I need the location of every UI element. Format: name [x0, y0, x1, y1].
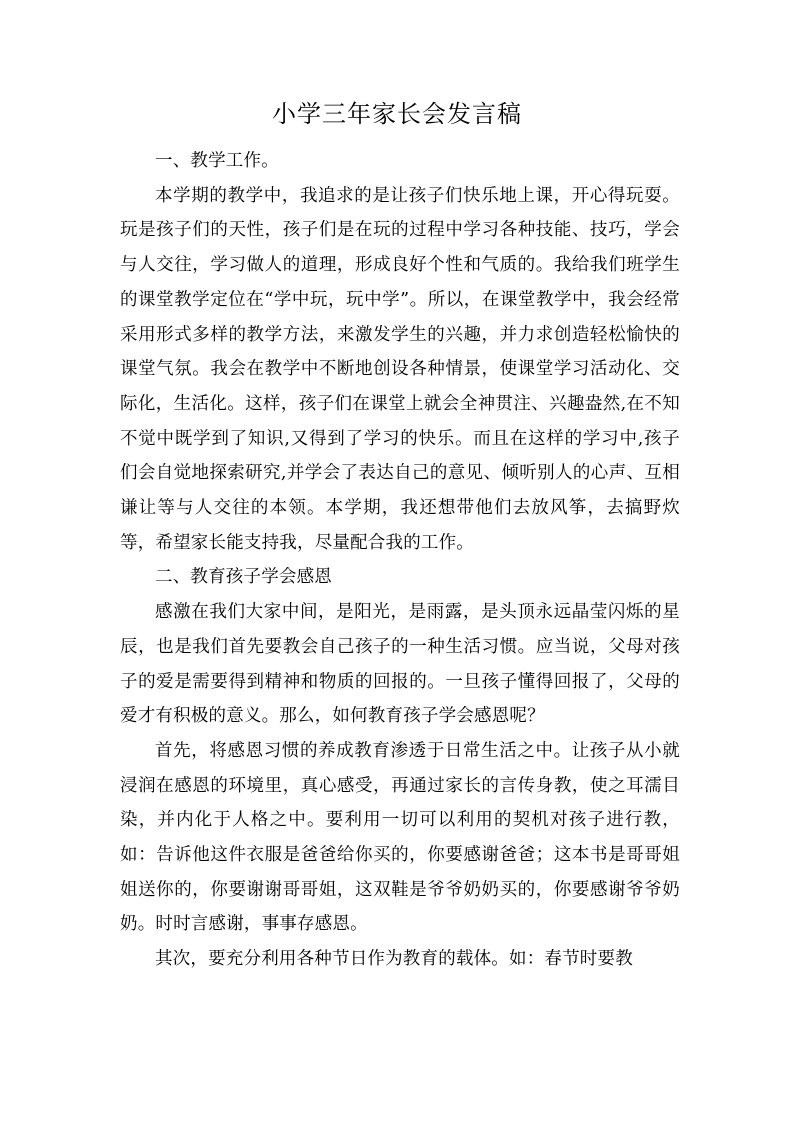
paragraph: 首先，将感恩习惯的养成教育渗透于日常生活之中。让孩子从小就浸润在感恩的环境里，真心感受，再通过家长的言传身教，使之耳濡目染，并内化于人格之中。要利用一切可以利用的契机对孩子进行教，如：告诉他这件衣服是爸爸给你买的，你要感谢爸爸；这本书是哥哥姐姐送你的，你要谢谢哥哥姐，这双鞋是爷爷奶奶买的，你要感谢爷爷奶奶。时时言感谢，事事存感恩。: [120, 740, 680, 935]
paragraph: 其次，要充分利用各种节日作为教育的载体。如：春节时要教: [155, 949, 633, 970]
section-heading-teaching: 一、教学工作。: [155, 151, 279, 171]
document-title: 小学三年家长会发言稿: [272, 100, 522, 128]
section-heading-gratitude: 二、教育孩子学会感恩: [155, 567, 332, 588]
paragraph: 本学期的教学中，我追求的是让孩子们快乐地上课，开心得玩耍。玩是孩子们的天性，孩子们是在玩的过程中学习各种技能、技巧，学会与人交往，学习做人的道理，形成良好个性和气质的。我给我们班学生的课堂教学定位在“学中玩，玩中学”。所以，在课堂教学中，我会经常采用形式多样的教学方法，来激发学生的兴趣，并力求创造轻松愉快的课堂气氛。我会在教学中不断地创设各种情景，使课堂学习活动化、交际化，生活化。这样，孩子们在课堂上就会全神贯注、兴趣盎然,在不知不觉中既学到了知识,又得到了学习的快乐。而且在这样的学习中,孩子们会自觉地探索研究,并学会了表达自己的意见、倾听别人的心声、互相谦让等与人交往的本领。本学期，我还想带他们去放风筝，去搞野炊等，希望家长能支持我，尽量配合我的工作。: [120, 185, 680, 553]
document-body: [120, 144, 680, 977]
paragraph: 感激在我们大家中间，是阳光，是雨露，是头顶永远晶莹闪烁的星辰，也是我们首先要教会自己孩子的一种生活习惯。应当说，父母对孩子的爱是需要得到精神和物质的回报的。一旦孩子懂得回报了，父母的爱才有积极的意义。那么，如何教育孩子学会感恩呢？: [120, 602, 680, 727]
